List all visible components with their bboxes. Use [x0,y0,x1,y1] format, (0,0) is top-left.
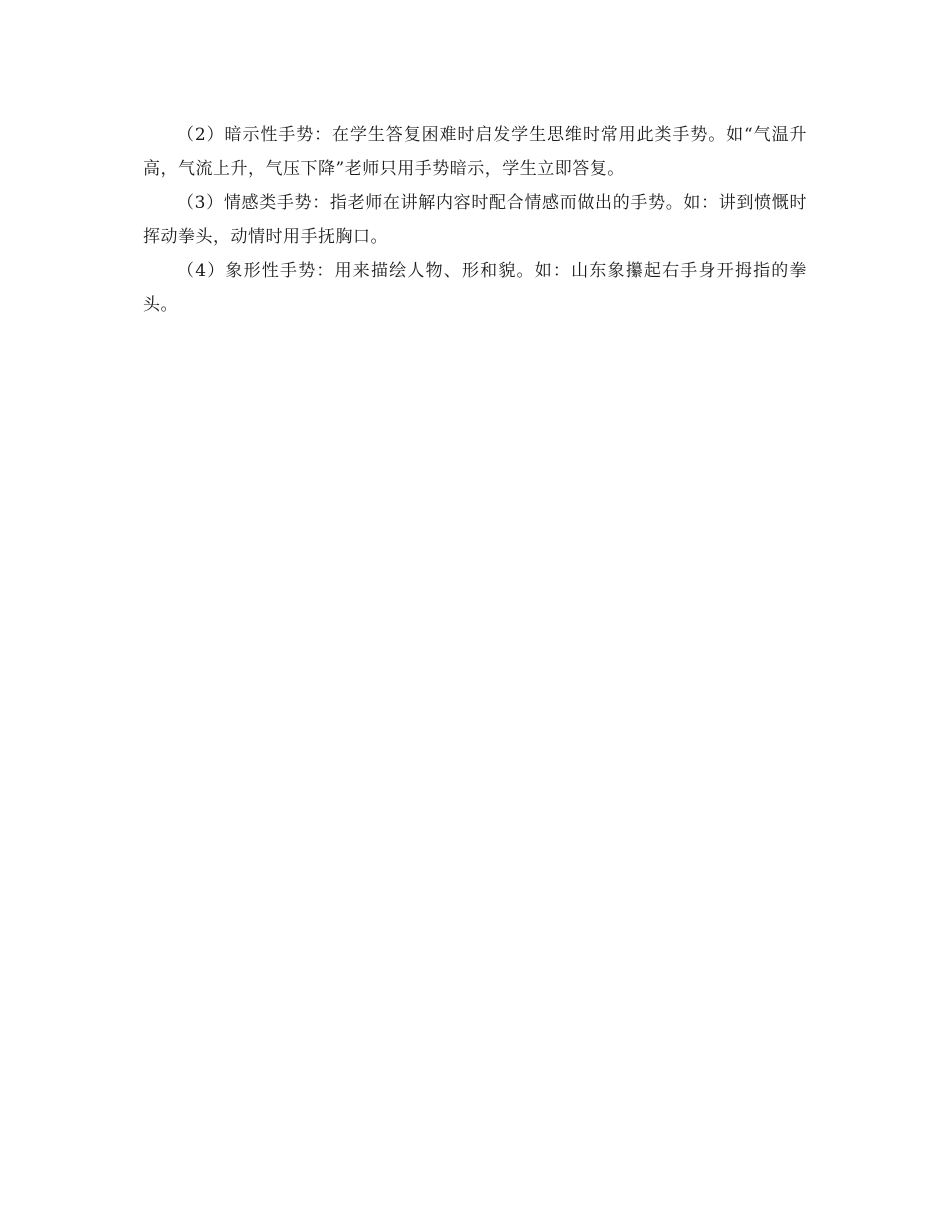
paragraph-pictographic-gesture: （4）象形性手势：用来描绘人物、形和貌。如：山东象攥起右手身开拇指的拳头。 [143,261,807,315]
paragraph-emotional-gesture: （3）情感类手势：指老师在讲解内容时配合情感而做出的手势。如：讲到愤慨时挥动拳头，动情时用手抚胸口。 [143,193,807,247]
document-body [143,118,807,322]
paragraph-suggestive-gesture: （2）暗示性手势：在学生答复困难时启发学生思维时常用此类手势。如“气温升高，气流上升，气压下降”老师只用手势暗示，学生立即答复。 [143,125,807,179]
